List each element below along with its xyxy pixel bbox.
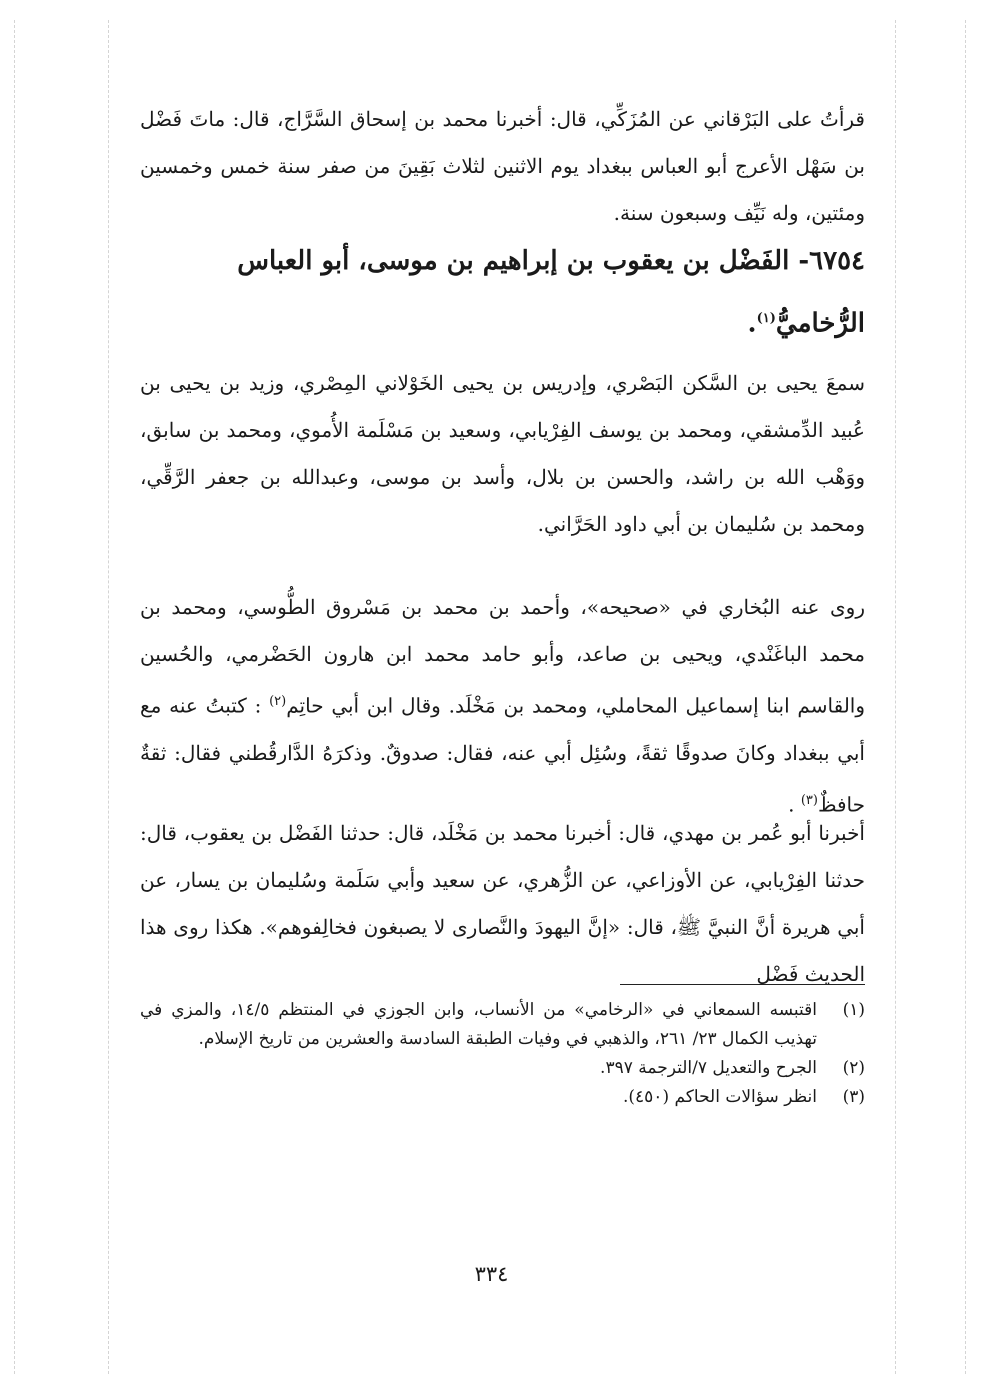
footnote-item — [140, 1083, 865, 1112]
scan-margin-line — [965, 20, 966, 1374]
paragraph-text: أخبرنا أبو عُمر بن مهدي، قال: أخبرنا محمد بن مَخْلَد، قال: حدثنا الفَضْل بن يعقوب، قال: حدثنا الفِرْيابي، عن الأوزاعي، عن الزُّهري، عن سعيد وأبي سَلَمة وسُليمان بن يسار، عن أبي هريرة أنَّ النبيَّ ﷺ، قال: «إنَّ اليهودَ والنَّصارى لا يصبغون فخالِفوهم». هكذا روى هذا الحديث فَضْل — [140, 821, 865, 986]
footnote-ref-2: (٢) — [269, 694, 287, 709]
entry-title-text: ٦٧٥٤- الفَضْل بن يعقوب بن إبراهيم بن موسى، أبو العباس الرُّخاميُّ — [237, 246, 865, 339]
footnote-number: (٢) — [842, 1058, 865, 1078]
footnote-separator — [620, 984, 865, 985]
footnote-item — [140, 1054, 865, 1083]
footnotes — [140, 996, 865, 1112]
paragraph-text-part: : كتبتُ عنه مع أبي ببغداد وكانَ صدوقًا ثقةً، وسُئِل أبي عنه، فقال: صدوقٌ. وذكرَهُ الدَّارقُطني فقال: ثقةٌ حافظٌ — [140, 693, 865, 817]
footnote-number: (١) — [842, 1000, 865, 1020]
footnote-text: الجرح والتعديل ٧/الترجمة ٣٩٧. — [600, 1058, 817, 1078]
scan-margin-line — [108, 20, 109, 1374]
paragraph-text — [140, 584, 865, 828]
paragraph-teachers — [140, 360, 865, 548]
paragraph-text-part: روى عنه البُخاري في «صحيحه»، وأحمد بن محمد بن مَسْروق الطُّوسي، ومحمد بن محمد الباغَنْدي، ويحيى بن صاعد، وأبو حامد محمد ابن هارون الحَضْرمي، والحُسين والقاسم ابنا إسماعيل المحاملي، ومحمد بن مَخْلَد. وقال ابن أبي حاتِم — [140, 595, 865, 718]
paragraph-death-report — [140, 96, 865, 237]
paragraph-text: سمعَ يحيى بن السَّكن البَصْري، وإدريس بن يحيى الخَوْلاني المِصْري، وزيد بن يحيى بن عُبيد الدِّمشقي، ومحمد بن يوسف الفِرْيابي، وسعيد بن مَسْلَمة الأُموي، ومحمد بن سابق، ووَهْب الله بن راشد، والحسن بن بلال، وأسد بن موسى، وعبدالله بن جعفر الرَّقِّي، ومحمد بن سُليمان بن أبي داود الحَرَّاني. — [140, 371, 865, 536]
page-number: ٣٣٤ — [474, 1262, 509, 1286]
footnote-number: (٣) — [842, 1087, 865, 1107]
footnote-text: اقتبسه السمعاني في «الرخامي» من الأنساب، وابن الجوزي في المنتظم ١٤/٥، والمزي في تهذيب الكمال ٢٣/ ٢٦١، والذهبي في وفيات الطبقة السادسة والعشرين من تاريخ الإسلام. — [140, 1000, 818, 1049]
footnote-ref-1: (١) — [756, 311, 776, 326]
scan-margin-line — [895, 20, 896, 1374]
paragraph-text-end: . — [788, 792, 801, 817]
paragraph-students — [140, 584, 865, 828]
footnote-item — [140, 996, 865, 1054]
entry-title-end: . — [747, 308, 757, 339]
paragraph-hadith — [140, 810, 865, 998]
paragraph-text: قرأتُ على البَرْقاني عن المُزَكِّي، قال: أخبرنا محمد بن إسحاق السَّرَّاج، قال: ماتَ فَضْل بن سَهْل الأعرج أبو العباس ببغداد يوم الاثنين لثلاث بَقِينَ من صفر سنة خمس وخمسين ومئتين، وله نَيِّف وسبعون سنة. — [140, 107, 865, 225]
footnote-ref-3: (٣) — [800, 792, 818, 808]
entry-title — [140, 232, 865, 353]
footnote-text: انظر سؤالات الحاكم (٤٥٠). — [623, 1087, 817, 1107]
scan-margin-line — [14, 20, 15, 1374]
